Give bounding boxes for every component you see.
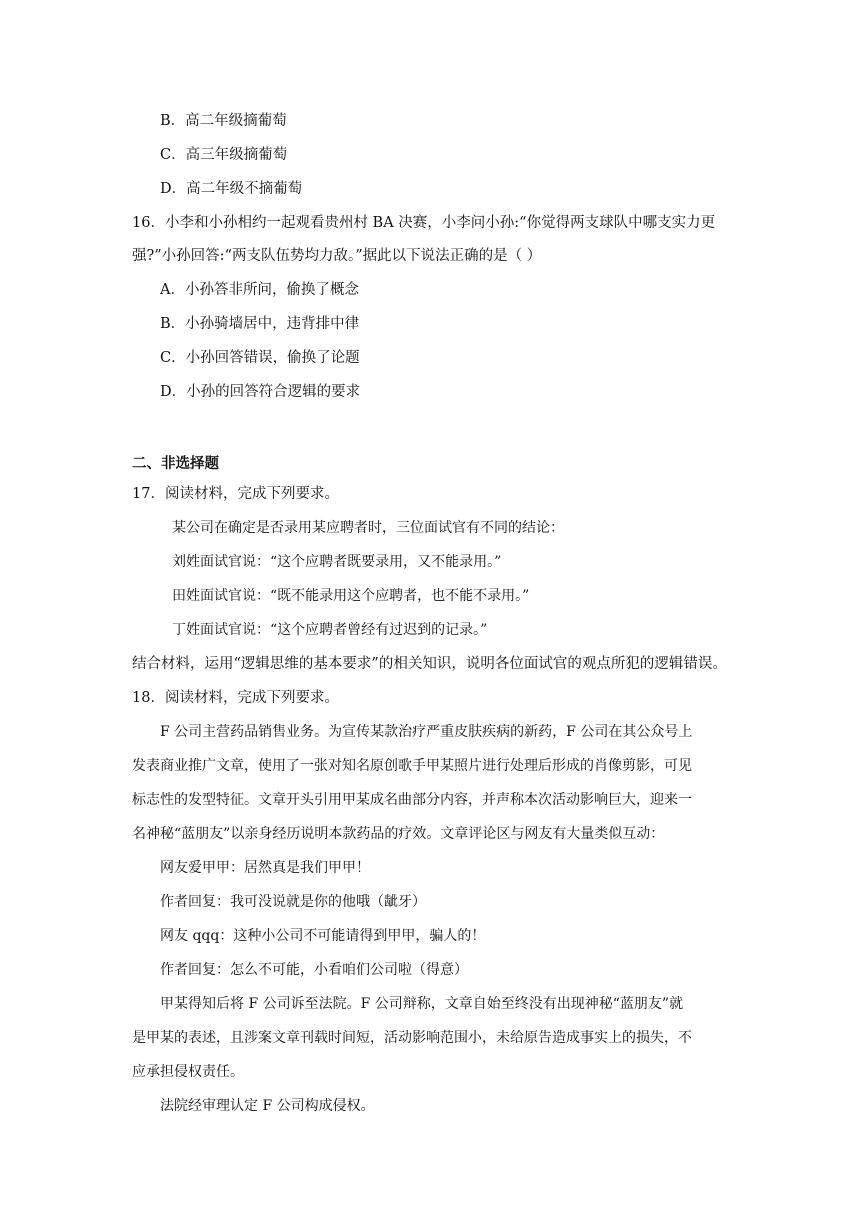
q15-option-c: C．高三年级摘葡萄 bbox=[160, 147, 288, 163]
q17-requirement: 结合材料，运用“逻辑思维的基本要求”的相关知识，说明各位面试官的观点所犯的逻辑错误。 bbox=[132, 656, 727, 672]
q17-stem: 17．阅读材料，完成下列要求。 bbox=[132, 486, 339, 502]
q16-stem-line1: 16．小李和小孙相约一起观看贵州村 BA 决赛，小李问小孙:“你觉得两支球队中哪支实力更 bbox=[132, 215, 716, 231]
q18-para1-line3: 标志性的发型特征。文章开头引用甲某成名曲部分内容，并声称本次活动影响巨大，迎来一 bbox=[132, 792, 692, 808]
q16-option-a: A．小孙答非所问，偷换了概念 bbox=[160, 282, 359, 298]
q18-para1-line2: 发表商业推广文章，使用了一张对知名原创歌手甲某照片进行处理后形成的肖像剪影，可见 bbox=[132, 758, 692, 774]
q18-comment-reply1: 作者回复：我可没说就是你的他哦（龇牙） bbox=[160, 894, 426, 910]
q17-material-intro: 某公司在确定是否录用某应聘者时，三位面试官有不同的结论： bbox=[172, 520, 564, 536]
q18-comment-reply2: 作者回复：怎么不可能，小看咱们公司啦（得意） bbox=[160, 962, 468, 978]
q17-material-liu: 刘姓面试官说：“这个应聘者既要录用，又不能录用。” bbox=[172, 554, 502, 570]
q17-material-ding: 丁姓面试官说：“这个应聘者曾经有过迟到的记录。” bbox=[172, 622, 488, 638]
q15-option-b: B．高二年级摘葡萄 bbox=[160, 113, 287, 129]
q18-para1-line4: 名神秘“蓝朋友”以亲身经历说明本款药品的疗效。文章评论区与网友有大量类似互动： bbox=[132, 826, 665, 842]
q18-para2-line3: 应承担侵权责任。 bbox=[132, 1064, 244, 1080]
q18-comment-fan1: 网友爱甲甲：居然真是我们甲甲！ bbox=[160, 860, 370, 876]
q16-option-c: C．小孙回答错误，偷换了论题 bbox=[160, 350, 360, 366]
q17-material-tian: 田姓面试官说：“既不能录用这个应聘者，也不能不录用。” bbox=[172, 588, 530, 604]
q18-para3: 法院经审理认定 F 公司构成侵权。 bbox=[160, 1098, 375, 1114]
section-heading: 二、非选择题 bbox=[132, 455, 219, 472]
q15-option-d: D．高二年级不摘葡萄 bbox=[160, 181, 303, 197]
q18-para2-line2: 是甲某的表述，且涉案文章刊载时间短，活动影响范围小，未给原告造成事实上的损失，不 bbox=[132, 1030, 692, 1046]
q16-option-d: D．小孙的回答符合逻辑的要求 bbox=[160, 384, 361, 400]
q18-comment-fan2: 网友 qqq：这种小公司不可能请得到甲甲，骗人的！ bbox=[160, 928, 486, 944]
q18-stem: 18．阅读材料，完成下列要求。 bbox=[132, 690, 339, 706]
q16-option-b: B．小孙骑墙居中，违背排中律 bbox=[160, 316, 360, 332]
q18-para1-line1: F 公司主营药品销售业务。为宣传某款治疗严重皮肤疾病的新药，F 公司在其公众号上 bbox=[160, 724, 693, 740]
q18-para2-line1: 甲某得知后将 F 公司诉至法院。F 公司辩称，文章自始至终没有出现神秘“蓝朋友”就 bbox=[160, 996, 684, 1012]
q16-stem-line2: 强?”小孙回答:“两支队伍势均力敌。”据此以下说法正确的是（ ） bbox=[132, 248, 542, 264]
